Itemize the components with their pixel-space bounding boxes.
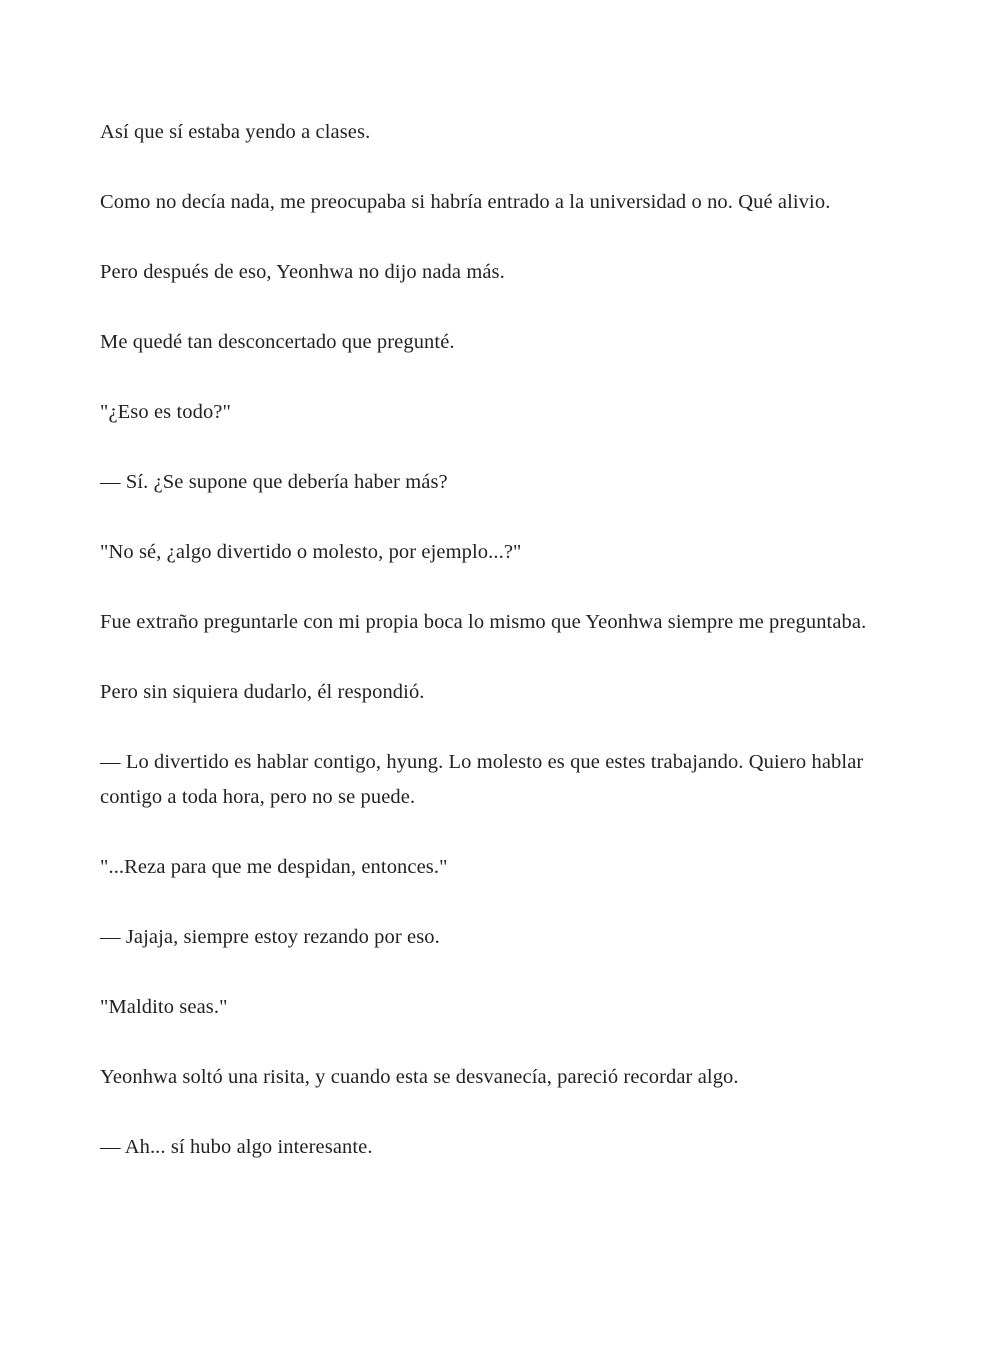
paragraph-dialogue: "Maldito seas." — [100, 996, 228, 1018]
paragraph-narration: Pero sin siquiera dudarlo, él respondió. — [100, 681, 425, 703]
document-body — [100, 115, 890, 1200]
paragraph-narration: Fue extraño preguntarle con mi propia boca lo mismo que Yeonhwa siempre me preguntaba. — [100, 611, 867, 633]
paragraph-narration: Me quedé tan desconcertado que pregunté. — [100, 331, 455, 353]
paragraph-dialogue: — Lo divertido es hablar contigo, hyung. Lo molesto es que estes trabajando. Quiero hablar contigo a toda hora, pero no se puede. — [100, 751, 864, 808]
paragraph-narration: Así que sí estaba yendo a clases. — [100, 121, 371, 143]
paragraph-dialogue: — Sí. ¿Se supone que debería haber más? — [100, 471, 448, 493]
paragraph-dialogue: "¿Eso es todo?" — [100, 401, 231, 423]
paragraph-dialogue: "No sé, ¿algo divertido o molesto, por ejemplo...?" — [100, 541, 522, 563]
paragraph-narration: Como no decía nada, me preocupaba si habría entrado a la universidad o no. Qué alivio. — [100, 191, 831, 213]
paragraph-narration: Yeonhwa soltó una risita, y cuando esta se desvanecía, pareció recordar algo. — [100, 1066, 739, 1088]
paragraph-dialogue: "...Reza para que me despidan, entonces." — [100, 856, 448, 878]
paragraph-dialogue: — Ah... sí hubo algo interesante. — [100, 1136, 373, 1158]
paragraph-narration: Pero después de eso, Yeonhwa no dijo nada más. — [100, 261, 505, 283]
paragraph-dialogue: — Jajaja, siempre estoy rezando por eso. — [100, 926, 440, 948]
